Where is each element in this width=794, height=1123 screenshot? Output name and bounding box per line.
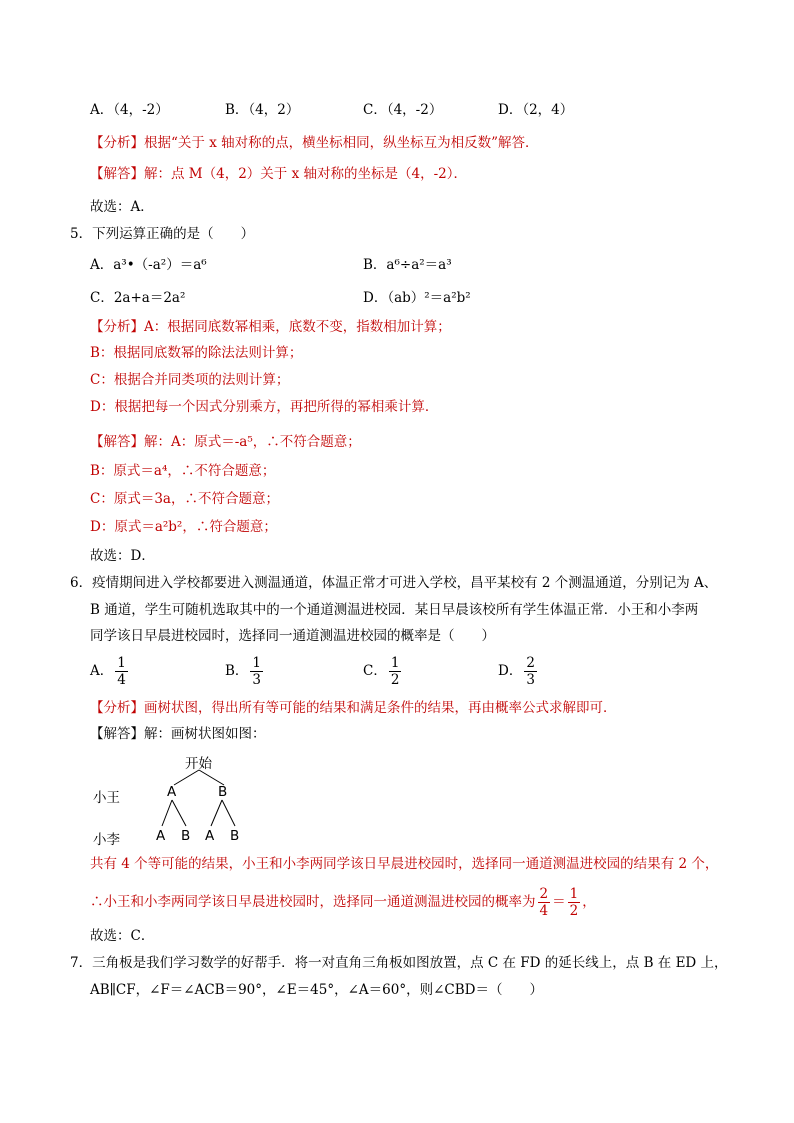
q6-option-d: [498, 655, 539, 688]
tree-row1-label: 小王: [93, 790, 120, 806]
q6-fraction-one-half: [568, 886, 581, 919]
numerator: 1: [117, 655, 126, 671]
tree-edge: [162, 800, 172, 826]
tree-leaf: A: [205, 828, 215, 844]
denominator: 3: [526, 672, 535, 688]
q5-analysis-line: B：根据同底数幂的除法法则计算；: [90, 345, 303, 361]
numerator: 2: [526, 655, 535, 671]
q5-option-a: A．a³•（-a²）＝a⁶: [90, 257, 207, 273]
q5-solution-line: 【解答】解：A：原式＝-a⁵，∴不符合题意；: [90, 434, 361, 450]
q6-option-d-fraction: [524, 655, 537, 688]
tree-leaf: B: [230, 828, 240, 844]
denominator: 2: [569, 903, 579, 919]
tree-root: 开始: [185, 756, 212, 772]
q6-option-c: [363, 655, 403, 688]
q6-option-b: [225, 655, 265, 688]
q6-option-c-label: C．: [363, 663, 387, 679]
q4-solution: 【解答】解：点 M（4，2）关于 x 轴对称的坐标是（4，-2）．: [90, 166, 467, 182]
q5-solution-line: D：原式＝a²b²，∴符合题意；: [90, 519, 277, 535]
q6-option-a: [90, 655, 130, 688]
q6-conclusion-text: ∴小王和小李两同学该日早晨进校园时，选择同一通道测温进校园的概率为: [90, 894, 536, 910]
q4-analysis: 【分析】根据“关于 x 轴对称的点，横坐标相同，纵坐标互为相反数”解答．: [90, 135, 539, 151]
q5-option-d: D．（ab）²＝a²b²: [363, 290, 471, 306]
q6-stem-line: 6．疫情期间进入学校都要进入测温通道，体温正常才可进入学校，昌平某校有 2 个测温通道，分别记为 A、: [70, 575, 718, 591]
tree-node-b: B: [218, 784, 228, 800]
tree-edge: [211, 800, 222, 826]
q5-solution-line: B：原式＝a⁴，∴不符合题意；: [90, 463, 276, 479]
probability-tree-diagram: [90, 750, 290, 850]
q4-answer: 故选：A．: [90, 199, 154, 215]
tree-edge: [222, 800, 235, 826]
q4-option-a: A．（4，-2）: [90, 102, 169, 118]
q6-option-a-label: A．: [90, 663, 114, 679]
denominator: 2: [390, 672, 400, 688]
q6-answer: 故选：C．: [90, 928, 155, 944]
q6-option-d-label: D．: [498, 663, 523, 679]
q6-option-b-label: B．: [225, 663, 249, 679]
denominator: 3: [252, 672, 262, 688]
denominator: 4: [117, 672, 126, 688]
equals-sign: ＝: [552, 894, 566, 910]
q5-answer: 故选：D．: [90, 548, 155, 564]
q6-conclusion-line2: [90, 885, 596, 919]
tree-node-a: A: [167, 784, 177, 800]
tree-edge: [174, 770, 199, 785]
q4-option-b: B．（4，2）: [225, 102, 300, 118]
numerator: 1: [390, 655, 400, 671]
tree-leaf: A: [156, 828, 166, 844]
q6-option-a-fraction: [115, 655, 128, 688]
tree-leaf: B: [181, 828, 191, 844]
q4-option-d: D．（2，4）: [498, 102, 574, 118]
q4-option-c: C．（4，-2）: [363, 102, 443, 118]
tree-edge: [199, 770, 224, 785]
q7-stem-line: AB∥CF，∠F＝∠ACB＝90°，∠E＝45°，∠A＝60°，则∠CBD＝（ ）: [90, 982, 543, 998]
q7-stem-line: 7．三角板是我们学习数学的好帮手．将一对直角三角板如图放置，点 C 在 FD 的延长线上，点 B 在 ED 上，: [70, 955, 728, 971]
numerator: 1: [569, 886, 579, 902]
q6-solution-intro: 【解答】解：画树状图如图：: [90, 726, 266, 742]
denominator: 4: [539, 903, 549, 919]
numerator: 1: [252, 655, 262, 671]
tree-row2-label: 小李: [93, 832, 120, 848]
numerator: 2: [539, 886, 549, 902]
tree-edge: [172, 800, 186, 826]
q5-analysis-line: C：根据合并同类项的法则计算；: [90, 372, 290, 388]
q5-analysis-line: D：根据把每一个因式分别乘方，再把所得的幂相乘计算．: [90, 399, 439, 415]
comma: ，: [582, 894, 596, 910]
q6-stem-line: 同学该日早晨进校园时，选择同一通道测温进校园的概率是（ ）: [90, 628, 495, 644]
q6-option-b-fraction: [250, 655, 263, 688]
q5-analysis-line: 【分析】A：根据同底数幂相乘，底数不变，指数相加计算；: [90, 319, 451, 335]
q5-solution-line: C：原式＝3a，∴不符合题意；: [90, 491, 279, 507]
q6-stem-line: B 通道，学生可随机选取其中的一个通道测温进校园．某日早晨该校所有学生体温正常．小王和小李两: [90, 602, 699, 618]
q5-option-b: B．a⁶÷a²＝a³: [363, 257, 452, 273]
q5-option-c: C．2a+a＝2a²: [90, 290, 186, 306]
q6-conclusion-line1: 共有 4 个等可能的结果，小王和小李两同学该日早晨进校园时，选择同一通道测温进校园的结果有 2 个，: [90, 856, 719, 872]
q6-option-c-fraction: [389, 655, 402, 688]
q6-fraction-two-fourths: [538, 886, 551, 919]
q5-stem: 5．下列运算正确的是（ ）: [70, 226, 255, 242]
q6-analysis: 【分析】画树状图，得出所有等可能的结果和满足条件的结果，再由概率公式求解即可．: [90, 700, 617, 716]
